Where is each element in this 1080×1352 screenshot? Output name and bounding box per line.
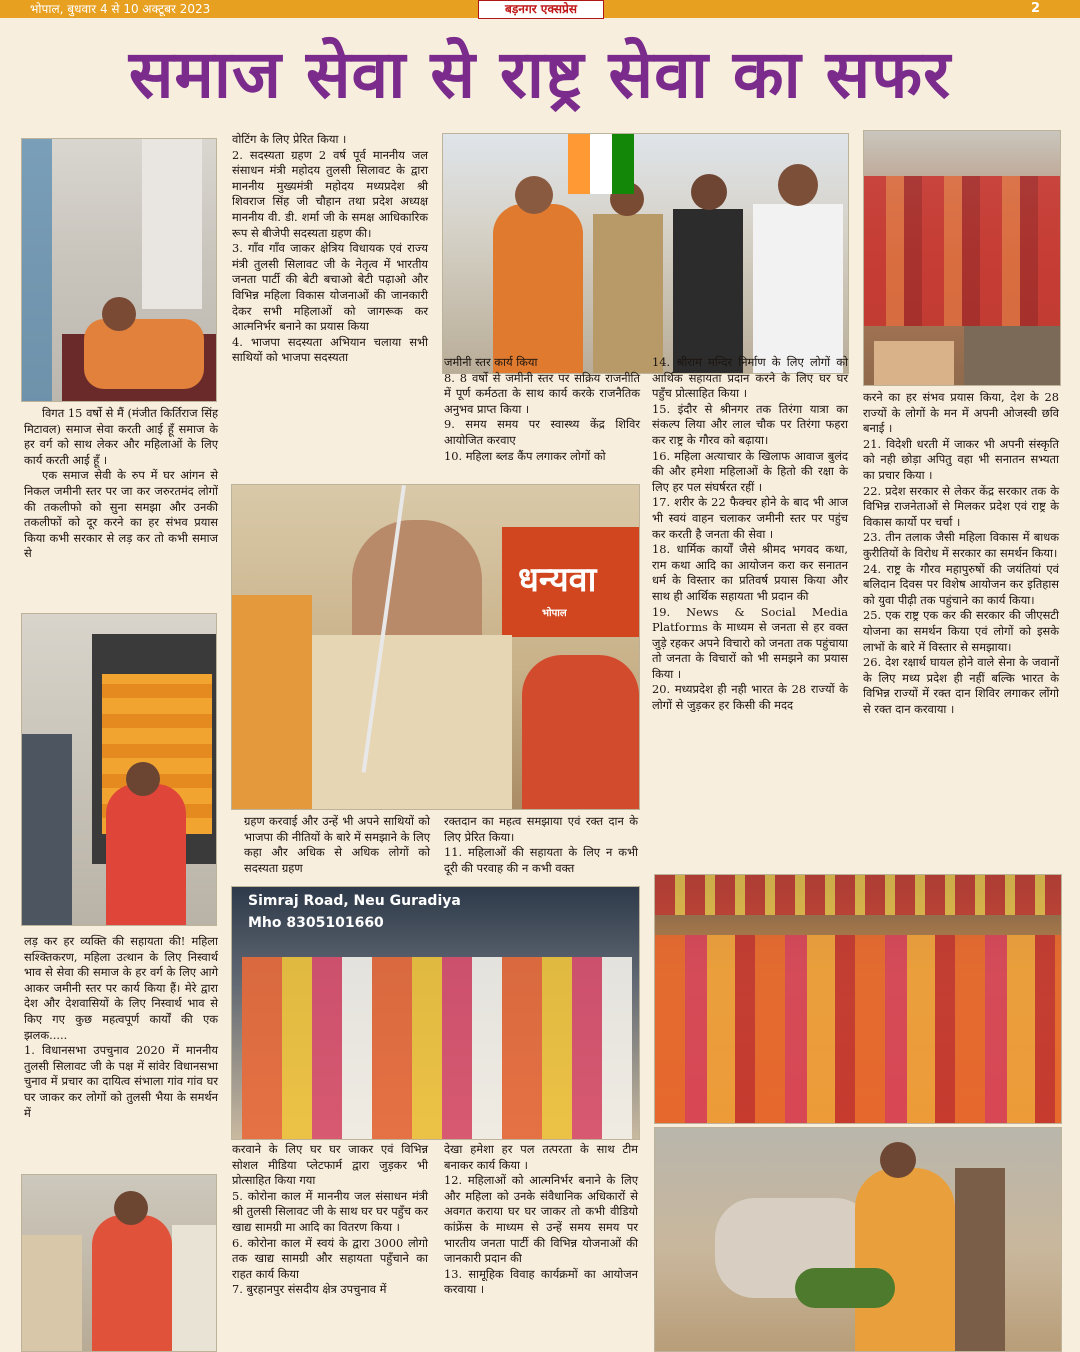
- photo-blood-donation: [21, 138, 217, 402]
- photo-women-gathering: [654, 874, 1062, 1124]
- photo-cow-feeding: [654, 1127, 1062, 1352]
- column-3-bottom: [444, 1142, 638, 1298]
- list-item-1: 1. विधानसभा उपचुनाव 2020 में माननीय तुलसी सिलावट जी के पक्ष में सांवेर विधानसभा चुनाव में प्रचार का दायित्व संभाला गांव गांव घर घर जाकर कर लोगों को तुलसी भैया के समर्थन में: [24, 1043, 218, 1120]
- list-item-5: 5. कोरोना काल में माननीय जल संसाधन मंत्री श्री तुलसी सिलावट जी के साथ घर घर पहुँच कर खाद्य सामग्री मा आदि का वितरण किया ।: [232, 1188, 428, 1234]
- masthead-strip: [0, 0, 1080, 18]
- column-2-bottom: [232, 1142, 428, 1298]
- list-item-11: 11. महिलाओं की सहायता के लिए न कभी दूरी की परवाह की न कभी वक्त: [444, 845, 638, 875]
- list-item-4-final: करवाने के लिए घर घर जाकर एवं विभिन्न सोशल मीडिया प्लेटफार्म द्वारा जुड़कर भी प्रोत्साहित किया गया: [232, 1142, 428, 1188]
- list-item-23: 23. तीन तलाक जैसी महिला विकास में बाधक कुरीतियों के विरोध में सरकार का समर्थन किया।: [863, 530, 1059, 560]
- photo-tiranga-rally: [442, 133, 849, 374]
- newspaper-logo: बड़नगर एक्सप्रेस: [478, 0, 604, 19]
- list-item-17: 17. शरीर के 22 फैक्चर होने के बाद भी आज भी स्वयं वाहन चलाकर जमीनी स्तर पर पहुंच कर करती है जनता की सेवा ।: [652, 495, 848, 541]
- list-item-19: 19. News & Social Media Platforms के माध्यम से जनता से हर वक्त जुड़े रहकर अपने विचारो को जनता तक पहुंचाया तो जनता के विचारों को भी समझने का प्रयास किया ।: [652, 604, 848, 681]
- column-5: [863, 390, 1059, 717]
- list-item-11-end: देखा हमेशा हर पल तत्परता के साथ टीम बनाकर कार्य किया ।: [444, 1142, 638, 1172]
- intro-para-3: लड़ कर हर व्यक्ति की सहायता की! महिला सश्क्तिकरण, महिला उत्थान के लिए निस्वार्थ भाव से सेवा की समाज के हर वर्ग के लिए आगे आकर जमीनी स्तर पर कार्य किया हैं। मेरे द्वारा देश और देशवासियों के लिए निस्वार्थ भाव से किए गए कुछ महत्वपूर्ण कार्यों की एक झलक.....: [24, 934, 218, 1042]
- list-item-12: 12. महिलाओं को आत्मनिर्भर बनाने के लिए और महिला को उनके संवैधानिक अधिकारों से अवगत कराया घर घर जाकर तो कभी वीडियो कांफ्रेंस के माध्यम से उन्हें समय समय पर भारतीय जनता पार्टी की विभिन्न योजनाओं की जानकारी प्रदान की: [444, 1173, 638, 1266]
- banner-city: भोपाल: [542, 608, 567, 619]
- banner-road-name: Simraj Road, Neu Guradiya: [248, 893, 461, 909]
- list-item-13: 13. सामूहिक विवाह कार्यक्रमों का आयोजन करवाया ।: [444, 1266, 638, 1297]
- list-item-21: 21. विदेशी धरती में जाकर भी अपनी संस्कृति को नही छोड़ा अपितु वहा भी सनातन सभ्यता का प्रचार किया ।: [863, 436, 1059, 482]
- column-intro: [24, 406, 218, 562]
- list-item-4: 4. भाजपा सदस्यता अभियान चलाया सभी साथियों को भाजपा सदस्यता: [232, 334, 428, 365]
- list-item-22: 22. प्रदेश सरकार से लेकर केंद्र सरकार तक के विभिन्न राजनेताओं से मिलकर प्रदेश एवं राष्ट्र के विकास कार्यो पर चर्चा ।: [863, 483, 1059, 529]
- list-item-4-end: ग्रहण करवाई और उन्हें भी अपने साथियों को भाजपा की नीतियों के बारे में समझाने के लिए कहा और अधिक से अधिक लोगों को सदस्यता ग्रहण: [244, 814, 430, 875]
- list-item-15: 15. इंदौर से श्रीनगर तक तिरंगा यात्रा का संकल्प लिया और लाल चौक पर तिरंगा फहरा कर राष्ट्र के गौरव को बढ़ाया।: [652, 401, 848, 447]
- list-item-7-end: जमीनी स्तर कार्य किया: [444, 355, 538, 369]
- column-intro-continued: [24, 934, 218, 1121]
- list-item-14: 14. श्रीराम मन्दिर निर्माण के लिए लोगों को आर्थिक सहायता प्रदान करने के लिए घर घर पहुँच प्रोत्साहित किया ।: [652, 355, 848, 401]
- issue-date: भोपाल, बुधवार 4 से 10 अक्टूबर 2023: [30, 2, 211, 16]
- list-item-20-end: करने का हर संभव प्रयास किया, देश के 28 राज्यों के लोगों के मन में अपनी ओजस्वी छवि बनाई ।: [863, 390, 1059, 436]
- list-item-9: 9. समय समय पर स्वास्थ्य केंद्र शिविर आयोजित करवाए: [444, 417, 640, 447]
- column-2-middle: [244, 814, 430, 876]
- photo-cm-felicitation: [231, 484, 640, 810]
- banner-dhanyavad: धन्यवा: [518, 560, 597, 600]
- intro-para-1: विगत 15 वर्षो से मैं (मंजीत किर्तिराज सिंह मिटावल) समाज सेवा करती आई हूँ समाज के हर वर्ग को साथ लेकर और महिलाओं के लिए कार्य करती आई हूँ ।: [24, 406, 218, 467]
- page-headline: समाज सेवा से राष्ट्र सेवा का सफर: [128, 36, 952, 113]
- photo-police-meeting: [21, 1174, 217, 1352]
- column-4: [652, 355, 848, 714]
- column-3-top: [444, 355, 640, 464]
- list-item-16: 16. महिला अत्याचार के खिलाफ आवाज बुलंद की और हमेशा महिलाओं के हितो की रक्षा के लिए हर पल संघर्षरत रहीं ।: [652, 448, 848, 494]
- photo-food-distribution: [21, 613, 217, 926]
- list-item-10-end: रक्तदान का महत्व समझाया एवं रक्त दान के लिए प्रेरित किया।: [444, 814, 638, 844]
- page-number: 2: [1030, 1, 1040, 16]
- list-item-26: 26. देश रक्षार्थ घायल होने वाले सेना के जवानों के लिए मध्य प्रदेश ही नहीं बल्कि भारत के विभिन्न राज्यों में रक्त दान शिविर लगाकर लोंगो से रक्त दान करवाया ।: [863, 655, 1059, 716]
- list-item-8: 8. 8 वर्षो से जमीनी स्तर पर सक्रिय राजनीति में पूर्ण कर्मठता के साथ कार्य करके राजनैतिक अनुभव प्राप्त किया ।: [444, 370, 640, 416]
- intro-para-2: एक समाज सेवी के रुप में घर आंगन से निकल जमीनी स्तर पर जा कर जरुरतमंद लोगों की तकलीफो को सुना समझा और उनकी तकलीफों को दूर करने का हर संभव प्रयास किया कभी सरकार से लड़ कर तो कभी समाज से: [24, 468, 218, 561]
- list-item-18: 18. धार्मिक कार्यों जैसे श्रीमद भगवद कथा, राम कथा आदि का आयोजन करा कर सनातन धर्म के विस्तार का प्रतिवर्ष प्रयास किया और साथ ही आर्थिक सहायता भी प्रदान की: [652, 542, 848, 603]
- list-item-7: 7. बुरहानपुर संसदीय क्षेत्र उपचुनाव में: [232, 1282, 387, 1297]
- list-item-1-end: वोटिंग के लिए प्रेरित किया ।: [232, 132, 347, 146]
- banner-phone: Mho 8305101660: [248, 915, 384, 931]
- column-3-middle: [444, 814, 638, 876]
- list-item-10: 10. महिला ब्लड कैंप लगाकर लोगों को: [444, 448, 606, 463]
- list-item-25: 25. एक राष्ट्र एक कर की सरकार की जीएसटी योजना का समर्थन किया एवं लोगों को इसके लाभों के बारे में विस्तार से समझाया।: [863, 608, 1059, 654]
- list-item-2: 2. सदस्यता ग्रहण 2 वर्ष पूर्व माननीय जल संसाधन मंत्री महोदय तुलसी सिलावट के द्वारा माननीय मुख्यमंत्री महोदय मध्यप्रदेश श्री शिवराज सिंह जी चौहान तथा प्रदेश अध्यक्ष माननीय वी. डी. शर्मा जी के समक्ष आधिकारिक रूप से बीजेपी सदस्यता ग्रहण की।: [232, 147, 428, 240]
- column-2-top: [232, 132, 428, 366]
- list-item-20: 20. मध्यप्रदेश ही नही भारत के 28 राज्यों के लोगों से जुड़कर हर किसी की मदद: [652, 682, 848, 713]
- list-item-3: 3. गाँव गाँव जाकर क्षेत्रिय विधायक एवं राज्य मंत्री तुलसी सिलावट जी के नेतृत्व में भारतीय जनता पार्टी की बेटी बचाओ बेटी पढ़ाओ और विभिन्न महिला विकास योजनाओं की जानकारी देकर सभी महिलाओं को जागरूक कर आत्मनिर्भर बनाने का प्रयास किया: [232, 241, 428, 334]
- photo-women-rally: [863, 130, 1061, 386]
- photo-road-event: [231, 886, 640, 1140]
- list-item-6: 6. कोरोना काल में स्वयं के द्वारा 3000 लोगो तक खाद्य सामग्री और सहायता पहुँचाने का राहत कार्य किया: [232, 1235, 428, 1281]
- list-item-24: 24. राष्ट्र के गौरव महापुरुषों की जयंतियां एवं बलिदान दिवस पर विशेष आयोजन कर इतिहास को युवा पीढ़ी तक पहुंचाने का कार्य किया।: [863, 561, 1059, 607]
